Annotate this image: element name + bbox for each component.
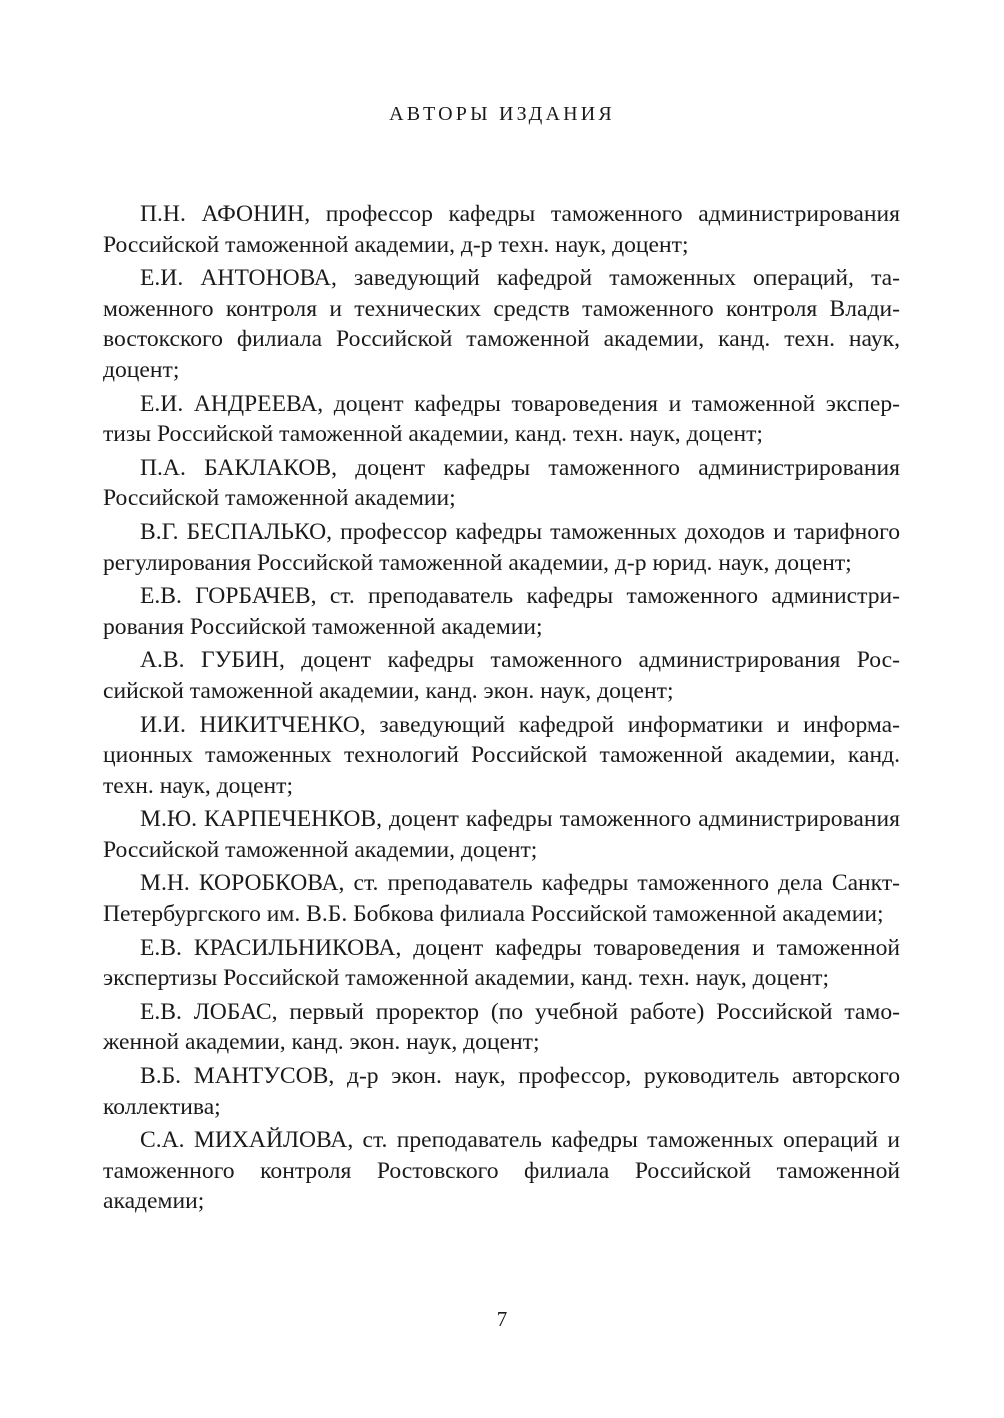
author-entry: М.Ю. КАРПЕЧЕНКОВ, доцент кафедры таможенного администрирования Российской таможенной академии, доцент; bbox=[103, 806, 900, 863]
author-entry: В.Г. БЕСПАЛЬКО, профессор кафедры таможенных доходов и тарифного регулирования Российской таможенной академии, д-р юрид. наук, доцент; bbox=[103, 518, 900, 576]
author-entry: Е.И. АНДРЕЕВА, доцент кафедры товароведения и таможенной экспертизы Российской таможенной академии, канд. техн. наук, доцент; bbox=[103, 390, 900, 448]
author-entry: Е.В. КРАСИЛЬНИКОВА, доцент кафедры товароведения и таможенной экспертизы Российской таможенной академии, канд. техн. наук, доцент; bbox=[103, 934, 900, 992]
author-entry: П.Н. АФОНИН, профессор кафедры таможенного администрирования Российской таможенной академии, д-р техн. наук, доцент; bbox=[103, 201, 900, 258]
author-entry: М.Н. КОРОБКОВА, ст. преподаватель кафедры таможенного дела Санкт-Петербургского им. В.Б. Бобкова филиала Российской таможенной академии; bbox=[103, 870, 900, 928]
author-entry: Е.В. ЛОБАС, первый проректор (по учебной работе) Российской таможенной академии, канд. экон. наук, доцент; bbox=[103, 998, 900, 1056]
author-entry: П.А. БАКЛАКОВ, доцент кафедры таможенного администрирования Российской таможенной академии; bbox=[103, 454, 900, 512]
author-entry: В.Б. МАНТУСОВ, д-р экон. наук, профессор, руководитель авторского коллектива; bbox=[103, 1063, 900, 1120]
page-title: АВТОРЫ ИЗДАНИЯ bbox=[389, 103, 615, 125]
author-entry: И.И. НИКИТЧЕНКО, заведующий кафедрой информатики и информационных таможенных технологий Российской таможенной академии, канд. техн. наук, доцент; bbox=[103, 711, 900, 799]
page-number: 7 bbox=[496, 1307, 508, 1331]
author-entry: С.А. МИХАЙЛОВА, ст. преподаватель кафедры таможенных операций и таможенного контроля Ростовского филиала Российской таможенной академии; bbox=[103, 1127, 900, 1215]
author-entry: А.В. ГУБИН, доцент кафедры таможенного администрирования Российской таможенной академии, канд. экон. наук, доцент; bbox=[103, 647, 900, 704]
author-entry: Е.В. ГОРБАЧЕВ, ст. преподаватель кафедры таможенного администрирования Российской таможенной академии; bbox=[103, 583, 900, 640]
authors-list bbox=[103, 199, 900, 1220]
author-entry: Е.И. АНТОНОВА, заведующий кафедрой таможенных операций, таможенного контроля и технических средств таможенного контроля Владивостокского филиала Российской таможенной академии, канд. техн. наук, доцент; bbox=[103, 265, 900, 383]
